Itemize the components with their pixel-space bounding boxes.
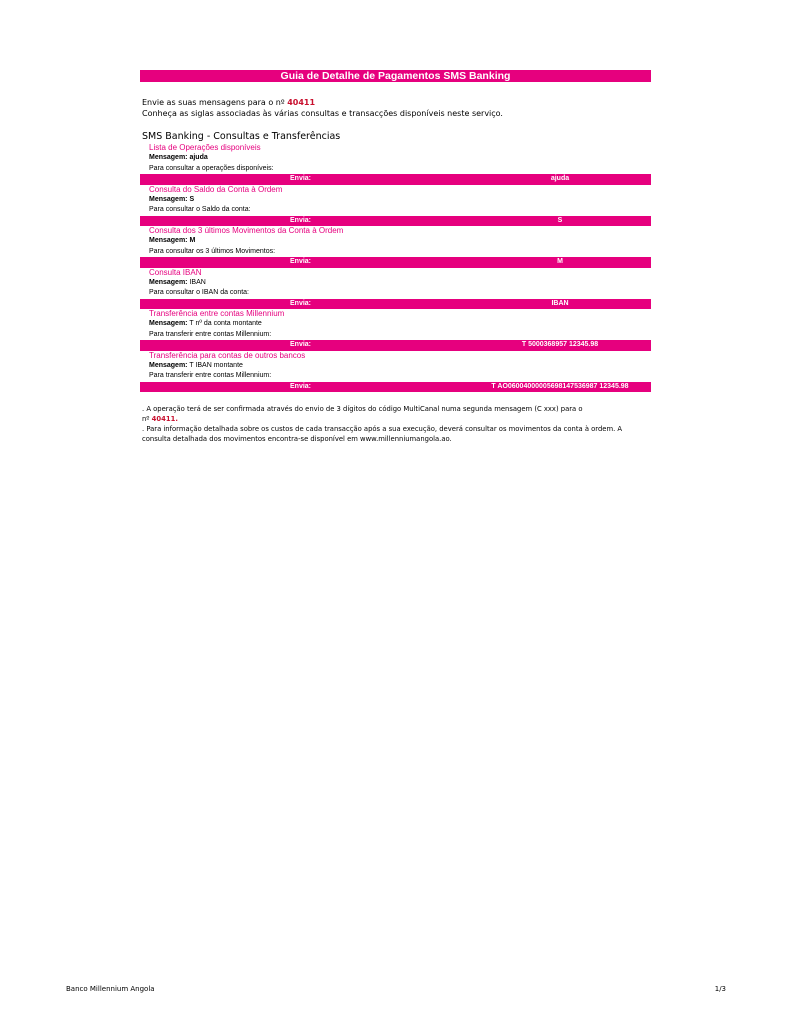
send-label: Envia: <box>290 175 312 182</box>
note-1-line-2 <box>142 414 642 424</box>
operation-message <box>149 153 651 164</box>
send-row <box>140 382 651 393</box>
intro-line-1 <box>142 97 503 108</box>
operation-block <box>149 143 651 185</box>
send-label: Envia: <box>290 382 312 390</box>
operation-title: Transferência para contas de outros bancos <box>149 350 306 360</box>
intro-prefix: Envie as suas mensagens para o nº <box>142 98 288 107</box>
message-label: Mensagem: <box>149 154 188 161</box>
operation-title: Consulta IBAN <box>149 267 202 277</box>
operation-description: Para transferir entre contas Millennium: <box>149 372 272 379</box>
operation-message <box>149 195 651 206</box>
message-label: Mensagem: <box>149 361 188 369</box>
send-label: Envia: <box>290 258 312 265</box>
message-label: Mensagem: <box>149 237 188 244</box>
send-value: S <box>557 216 563 224</box>
page-title: Guia de Detalhe de Pagamentos SMS Banking <box>140 70 651 82</box>
message-label: Mensagem: <box>149 278 188 286</box>
note-1: . A operação terá de ser confirmada através do envio de 3 dígitos do código MultiCanal numa segunda mensagem (C xxx) para o <box>142 405 583 413</box>
operation-description: Para consultar o IBAN da conta: <box>149 289 249 296</box>
section-title: SMS Banking - Consultas e Transferências <box>142 131 341 142</box>
operation-message <box>149 319 651 330</box>
note-2: . Para informação detalhada sobre os custos de cada transacção após a sua execução, deverá consultar os movimentos da conta à ordem. A consulta detalhada dos movimentos encontra-se disponível em www.millenniumangola.ao. <box>142 425 623 443</box>
footer-bank-name: Banco Millennium Angola <box>66 985 155 993</box>
operation-title: Consulta dos 3 últimos Movimentos da Conta à Ordem <box>149 226 344 235</box>
message-value: T IBAN montante <box>189 361 243 369</box>
send-label: Envia: <box>290 341 312 348</box>
message-value: M <box>189 237 196 244</box>
operation-title: Transferência entre contas Millennium <box>149 309 285 318</box>
send-value: IBAN <box>551 299 569 307</box>
send-row <box>140 174 651 185</box>
operation-title: Consulta do Saldo da Conta à Ordem <box>149 184 283 194</box>
message-value: IBAN <box>189 278 206 286</box>
message-label: Mensagem: <box>149 320 188 327</box>
footer-page-number: 1/3 <box>714 985 726 993</box>
note-1-number: 40411. <box>151 415 178 423</box>
operation-description: Para consultar os 3 últimos Movimentos: <box>149 247 276 255</box>
send-value: T AO06004000005698147536987 12345.98 <box>491 382 629 390</box>
send-value: ajuda <box>550 175 570 182</box>
send-value: M <box>557 258 563 265</box>
operation-block <box>149 268 651 310</box>
operation-description: Para consultar o Saldo da conta: <box>149 206 251 213</box>
send-value: T 5000368957 12345.98 <box>521 341 599 348</box>
send-row <box>140 340 651 351</box>
operation-message <box>149 278 651 289</box>
operation-description: Para consultar a operações disponíveis: <box>149 164 274 172</box>
intro <box>142 97 503 119</box>
notes <box>142 404 642 444</box>
message-label: Mensagem: <box>149 195 188 203</box>
send-row <box>140 299 651 310</box>
intro-line-2: Conheça as siglas associadas às várias consultas e transacções disponíveis neste serviço. <box>142 109 503 118</box>
send-row <box>140 216 651 227</box>
send-row <box>140 257 651 268</box>
send-label: Envia: <box>290 299 312 307</box>
operation-block <box>149 226 651 268</box>
operation-message <box>149 236 651 247</box>
send-label: Envia: <box>290 216 312 224</box>
operation-block <box>149 309 651 351</box>
message-value: T nº da conta montante <box>189 320 262 327</box>
message-value: ajuda <box>189 154 208 161</box>
operation-message <box>149 361 651 372</box>
note-1-prefix: nº <box>142 415 152 423</box>
operation-block <box>149 351 651 393</box>
message-value: S <box>189 195 195 203</box>
operations-list <box>149 143 651 392</box>
sms-number: 40411 <box>287 98 316 107</box>
operation-title: Lista de Operações disponíveis <box>149 143 261 152</box>
operation-description: Para transferir entre contas Millennium: <box>149 330 272 338</box>
operation-block <box>149 185 651 227</box>
